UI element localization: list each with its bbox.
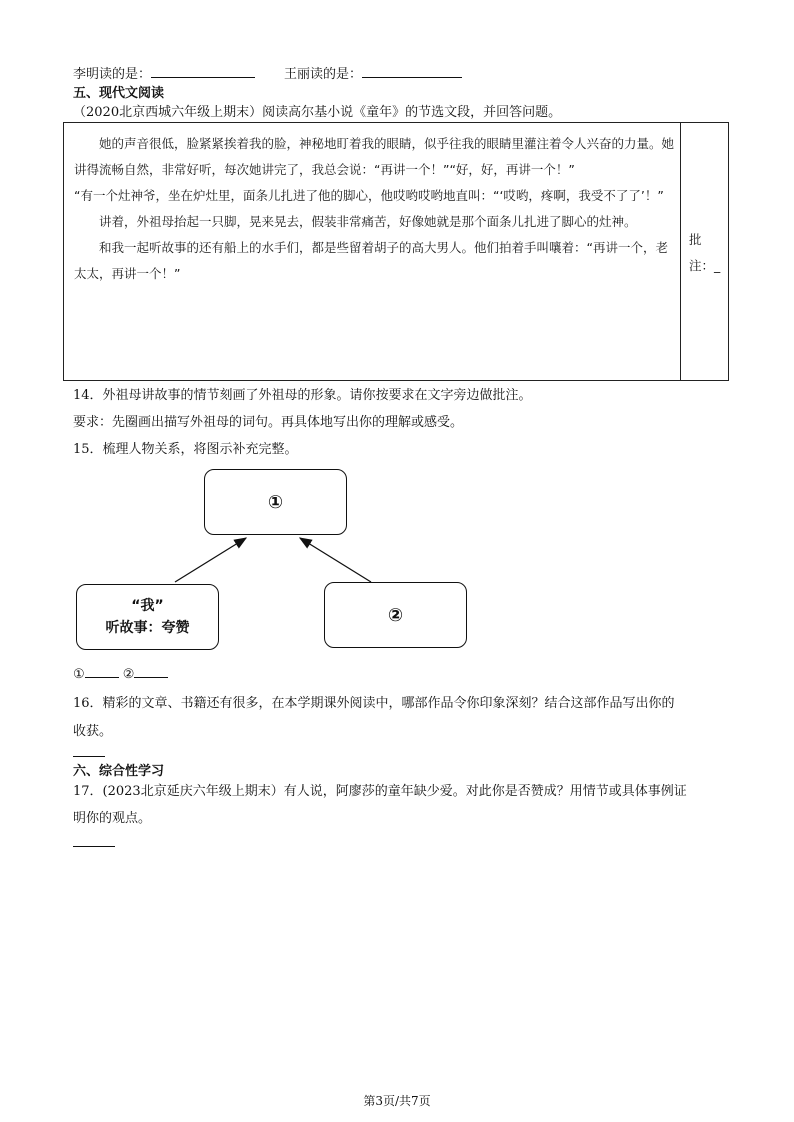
box-left-line2: 听故事：夸赞 — [105, 620, 190, 636]
passage-paragraph-4: 和我一起听故事的还有船上的水手们，都是些留着胡子的高大男人。他们拍着手叫嚷着：“再讲一个，老太太，再讲一个！” — [74, 240, 668, 281]
question-14: 14．外祖母讲故事的情节刻画了外祖母的形象。请你按要求在文字旁边做批注。 — [73, 388, 532, 403]
answer-1-label: ① — [73, 667, 85, 682]
section5-source: （2020北京西城六年级上期末）阅读高尔基小说《童年》的节选文段，并回答问题。 — [73, 105, 562, 120]
question-17-line1: 17．(2023北京延庆六年级上期末）有人说，阿廖莎的童年缺少爱。对此你是否赞成？用情节或具体事例证 — [73, 784, 687, 799]
answer-2-label: ② — [122, 667, 135, 682]
question-16-line1: 16．精彩的文章、书籍还有很多，在本学期课外阅读中，哪部作品令你印象深刻？结合这部作品写出你的 — [73, 696, 675, 711]
annotation-label-2: 注：_ — [689, 258, 721, 273]
wang-li-label: 王丽读的是： — [284, 67, 363, 82]
box-left-line1: “我” — [131, 598, 164, 614]
wang-li-blank[interactable] — [362, 65, 462, 78]
li-ming-label: 李明读的是： — [73, 67, 152, 82]
li-ming-blank[interactable] — [151, 65, 255, 78]
question-17-line2: 明你的观点。 — [73, 811, 152, 826]
passage-paragraph-2: “有一个灶神爷，坐在炉灶里，面条儿扎进了他的脚心，他哎哟哎哟地直叫：“‘哎哟，疼啊，我受不了了’！” — [74, 188, 664, 203]
annotation-column[interactable] — [689, 227, 720, 279]
arrow-right-to-top — [300, 538, 371, 582]
passage-paragraph-3: 讲着，外祖母抬起一只脚，晃来晃去，假装非常痛苦，好像她就是那个面条儿扎进了脚心的灶神。 — [99, 214, 637, 229]
question-17-answer-blank[interactable] — [73, 836, 115, 847]
question-15-answers — [73, 665, 168, 682]
box-top-label: ① — [267, 491, 284, 513]
li-ming-answer-line — [73, 63, 255, 82]
diagram-box-top[interactable] — [204, 469, 347, 535]
diagram-box-left — [76, 584, 219, 650]
box-right-label: ② — [387, 604, 404, 626]
section6-heading: 六、综合性学习 — [73, 764, 165, 779]
annotation-label-1: 批 — [689, 232, 702, 247]
question-16-answer-blank[interactable] — [73, 746, 105, 757]
answer-1-blank[interactable] — [85, 665, 119, 678]
question-14-requirement: 要求：先圈画出描写外祖母的词句。再具体地写出你的理解或感受。 — [73, 415, 464, 430]
arrow-left-to-top — [175, 538, 246, 582]
answer-2-blank[interactable] — [134, 665, 168, 678]
passage-text — [74, 131, 674, 287]
diagram-box-right[interactable] — [324, 582, 467, 648]
table-divider — [680, 123, 681, 380]
passage-table — [63, 122, 729, 381]
passage-paragraph-1: 她的声音很低，脸紧紧挨着我的脸，神秘地盯着我的眼睛，似乎往我的眼睛里灌注着令人兴奋的力量。她讲得流畅自然，非常好听，每次她讲完了，我总会说：“再讲一个！”“好，好，再讲一个！” — [74, 136, 675, 177]
section5-heading: 五、现代文阅读 — [73, 86, 165, 101]
page-number: 第3页/共7页 — [363, 1094, 431, 1108]
wang-li-answer-line — [284, 63, 462, 82]
question-15: 15．梳理人物关系，将图示补充完整。 — [73, 442, 298, 457]
question-16-line2: 收获。 — [73, 724, 113, 739]
